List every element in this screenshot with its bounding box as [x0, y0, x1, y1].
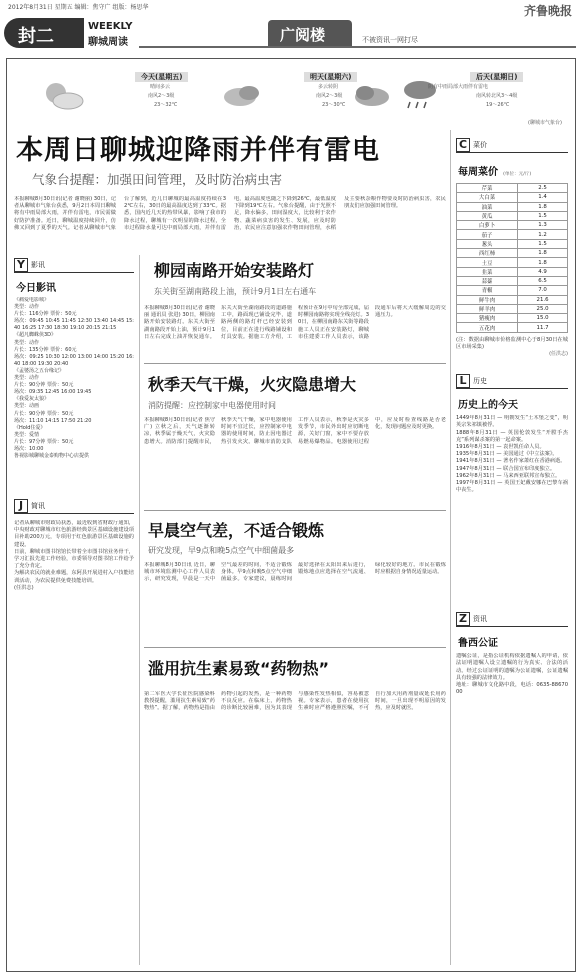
weather-desc: 晴间多云	[150, 84, 171, 90]
veg-author: (任洪志)	[549, 351, 568, 358]
weather-wind: 南风2～3级	[316, 93, 343, 99]
masthead	[4, 16, 576, 50]
weather-desc: 多云转阴	[318, 84, 339, 90]
brief-label: 简讯	[31, 502, 45, 510]
info-section-header	[456, 612, 568, 627]
veg-row	[457, 249, 568, 258]
veg-price: 1.8	[518, 258, 568, 267]
veg-price: 1.2	[518, 230, 568, 239]
info-body: 遗嘱公证，是指公证机构依据遗嘱人的申请，依法证明遗嘱人设立遗嘱的行为真实、合法的活动。经过公证证明的遗嘱为公证遗嘱，公证遗嘱具有较强的法律效力。 地址：聊城市文化路中段，电话：0635-8867000	[456, 653, 568, 696]
veg-price: 11.7	[518, 323, 568, 332]
history-title: 历史上的今天	[458, 400, 518, 412]
brief-section-header	[14, 499, 134, 514]
veg-row	[457, 184, 568, 193]
veg-unit: (单位：元/斤)	[503, 172, 532, 177]
history-section-header	[456, 374, 568, 389]
news-subhead: 东关街至湖南路段上油，预计9月1日左右通车	[154, 287, 317, 296]
page-title: 广阅楼	[280, 26, 326, 44]
history-label: 历史	[473, 377, 487, 386]
divider	[144, 363, 446, 364]
veg-row	[457, 323, 568, 332]
news-body: 本报聊城8月30日讯(记者 焦守广) 立秋之后，天气逐渐转凉，秋季属于燥天气，火灾隐患增大。消防部门提醒市民，秋季天气干燥，家中电器使用时间不宜过长，应控制家中电器的使用时间，防止因电器过热引发火灾。聊城市消防支队工作人员表示，秋季是火灾多发季节，市民外出时应切断电源，关好门窗，家中不要存放易燃易爆物品。电器使用过程中，应及时检查线路是否老化，发现问题应及时更换。	[144, 417, 446, 445]
section-label: 封二	[18, 26, 54, 47]
veg-price: 1.4	[518, 193, 568, 202]
news-body: 本报聊城8月30日讯 近日，聊城市环境监测中心工作人员表示，研究发现，早晨是一天中空气最差的时间，不适合锻炼身体。早9点和晚5点空气中细菌最多。专家建议，晨练时间最好选择在太阳出来后进行，锻炼地点应选择在空气流通、绿化较好的地方。市民在锻炼时应根据自身情况适量运动。	[144, 562, 446, 583]
veg-row	[457, 258, 568, 267]
divider	[144, 510, 446, 511]
veg-row	[457, 221, 568, 230]
veg-price: 7.0	[518, 286, 568, 295]
veg-price: 1.8	[518, 249, 568, 258]
veg-row	[457, 304, 568, 313]
film-tag: Y	[14, 258, 28, 272]
veg-title: 每周菜价	[458, 167, 498, 178]
veg-name: 西红柿	[457, 249, 518, 258]
veg-row	[457, 193, 568, 202]
veg-tag: C	[456, 138, 470, 152]
news-headline: 滥用抗生素易致“药物热”	[148, 659, 330, 678]
veg-row	[457, 286, 568, 295]
weather-today	[40, 72, 240, 118]
weather-tomorrow	[222, 72, 392, 118]
weather-temp: 23～30℃	[322, 102, 346, 108]
history-body: 1449年8月31日 — 明朝发生“土木堡之变”，明英宗朱祁镇被俘。 1888年8月31日 — 英国伦敦发生“开膛手杰克”系列谋杀案的第一起命案。 1916年8月31日 — 袁世凯任命人员。 1935年8月31日 — 美国通过《中立法案》。 1941年8月31日 — 著名作家萧红在香港病逝。 1947年8月31日 — 联合国宣布印度独立。 1962年8月31日 — 马来西亚联邦宣布独立。 1997年8月31日 — 英国王妃戴安娜在巴黎车祸中丧生。	[456, 415, 568, 494]
veg-price: 6.5	[518, 276, 568, 285]
news-subhead: 研究发现，早9点和晚5点空气中细菌最多	[148, 546, 295, 555]
veg-price: 25.0	[518, 304, 568, 313]
news-item	[144, 372, 446, 512]
weather-day-label: 今天(星期五)	[135, 72, 188, 82]
veg-name: 韭菜	[457, 267, 518, 276]
column-divider	[139, 255, 140, 965]
news-item	[144, 656, 446, 806]
divider	[144, 647, 446, 648]
news-item	[144, 518, 446, 658]
cloud-icon	[222, 82, 262, 108]
paper-logo: 齐鲁晚报	[523, 4, 572, 18]
veg-name: 鲜牛肉	[457, 295, 518, 304]
veg-name: 猪瘦肉	[457, 314, 518, 323]
brief-body: 记者从聊城市财政局获悉，最近收到省财政厅通知，中央财政对聊城市红色旅游经典景区基础设施建设项目补助200万元，专项用于红色旅游景区基础设施的建设。 日前，聊城市图书馆馆长带着全市图书馆业务骨干，学习汇报先进工作经验，市委领导对图书馆工作给予了充分肯定。 为解决农民的就业难题，东阿县开展进村入户技能培训活动，为农民提供免费技能培训。 (任洪志)	[14, 520, 134, 591]
news-body: 第二军医大学长征医院感染科教授提醒，滥用抗生素易致“药物热”。据了解，药物热是指由药物引起的发热，是一种药物不良反应。在临床上，药物热的诊断比较困难，因为其表现与感染性发热相似，容易被忽视。专家表示，患者在使用抗生素时应严格遵照医嘱，不可自行加大用药剂量或延长用药时间，一旦出现不明原因的发热，应及时就医。	[144, 691, 446, 712]
veg-note: (注：数据由聊城市价格监测中心于8月30日在城区市场采集)	[456, 336, 568, 350]
weather-dayafter	[392, 72, 570, 128]
info-tag: Z	[456, 612, 470, 626]
veg-label: 菜价	[473, 141, 487, 149]
veg-price: 21.6	[518, 295, 568, 304]
veg-name: 五花肉	[457, 323, 518, 332]
veg-name: 芹菜	[457, 184, 518, 193]
veg-price: 4.9	[518, 267, 568, 276]
veg-name: 蒜薹	[457, 276, 518, 285]
weather-wind: 南风2～3级	[148, 93, 175, 99]
weather-temp: 19～26℃	[486, 102, 510, 108]
veg-name: 茄子	[457, 230, 518, 239]
veg-row	[457, 230, 568, 239]
weather-desc: 阴有中雨局部大雨伴有雷电	[428, 84, 489, 90]
lead-headline: 本周日聊城迎降雨并伴有雷电	[16, 135, 380, 166]
veg-price: 2.5	[518, 184, 568, 193]
slogan: 不被资讯一网打尽	[362, 36, 418, 44]
weather-temp: 23～32℃	[154, 102, 178, 108]
lead-body: 本报聊城8月30日讯(记者 谢晓丽) 30日，记者从聊城市气象台获悉，9月2日本周日聊城将有中雨局部大雨，并伴有雷电，市民需做好防护准备。近日，聊城温度持续回升，仿佛又回到了夏季的天气。记者从聊城市气象台了解到，近几日聊城的最高温度持续在32℃左右，30日的最高温度达到了33℃。据悉，国内近几天的热带风暴，影响了我市的降水过程，聊城有一次明显的降水过程，全市过程降水量可达中雨局部大雨，并伴有雷电，最高温度也随之下降到26℃，最低温度下降到19℃左右。气象台提醒，由于光照不足，降水偏多，田间湿度大，比较利于农作物、蔬菜病虫害的发生、发展，应及时防治，农民应注意加强农作物田间管理，水稻及主要秋杂粮作物要及时防治病虫害，农民朋友们应加强田间管理。	[14, 196, 446, 231]
veg-name: 青椒	[457, 286, 518, 295]
veg-price: 1.3	[518, 221, 568, 230]
veg-row	[457, 211, 568, 220]
veg-row	[457, 239, 568, 248]
info-title: 鲁西公证	[458, 638, 498, 650]
veg-price: 1.8	[518, 202, 568, 211]
news-subhead: 消防提醒：应控制家中电器使用时间	[148, 401, 276, 410]
weather-day-label: 明天(星期六)	[304, 72, 357, 82]
rain-icon	[402, 78, 438, 110]
weather-wind: 南风转北风3～4级	[476, 93, 518, 99]
left-column	[14, 258, 134, 963]
film-label: 影讯	[31, 261, 45, 269]
veg-row	[457, 267, 568, 276]
veg-name: 白萝卜	[457, 221, 518, 230]
column-divider	[450, 130, 451, 965]
film-listings: 《痛爱电影城》 类型：动作 片长：116分钟 票价：50元 场次：09:45 10:45 11:45 12:30 13:40 14:45 15:40 16:25 17:30 18:30 19:10 20:15 21:15 《超凡蜘蛛侠3D》 类型：动作 片长：135分钟 票价：60元 场次：09:25 10:30 12:00 13:00 14:00 15:20 16:40 18:00 19:30 20:40 《孟婆汤之五台缘记》 类型：动作 片长：90分钟 票价：50元 场次：09:35 12:45 16:00 19:45 《我爱灰太狼》 类型：动画 片长：90分钟 票价：50元 场次：11:10 14:15 17:50 21:20 《Hold住爱》 类型：爱情 片长：97分钟 票价：50元 场次：10:00 鲁视影城聊城金泰购物中心店提供	[14, 297, 134, 460]
sun-cloud-icon	[40, 80, 84, 110]
veg-name: 黄瓜	[457, 211, 518, 220]
news-body: 本报聊城8月30日讯(记者 谢晓丽 通讯员 张进) 30日，柳园南路开始安装路灯。东关大街至湖南路段开始上油，预计9月1日左右完成上油并恢复通车。东关大街至湖南路段的道路施工中，路面现已铺设完毕，道路两侧的路灯杆已经安装到位，目前正在进行线路铺设和灯具安装。据施工方介绍，工程预计在9月中旬全部完成，届时柳园南路将实现全线亮灯。30日，在柳园南路东关街等路段施工人员正在安装路灯，聊城市住建委工作人员表示，该路段通车后将大大缓解周边的交通压力。	[144, 305, 446, 340]
brief-tag: J	[14, 499, 28, 513]
masthead-rule	[139, 46, 576, 48]
weather-source: (聊城市气象台)	[528, 120, 562, 126]
veg-row	[457, 202, 568, 211]
history-tag: L	[456, 374, 470, 388]
news-headline: 秋季天气干燥，火灾隐患增大	[148, 375, 357, 394]
veg-price: 1.5	[518, 211, 568, 220]
veg-name: 土豆	[457, 258, 518, 267]
cloud-icon	[352, 82, 392, 108]
brand-weekly: WEEKLY	[88, 21, 133, 32]
veg-name: 大白菜	[457, 193, 518, 202]
weather-day-label: 后天(星期日)	[470, 72, 523, 82]
veg-price: 1.5	[518, 239, 568, 248]
veg-name: 鲜羊肉	[457, 304, 518, 313]
film-title: 今日影讯	[16, 283, 56, 294]
veg-section-header	[456, 138, 568, 153]
veg-name: 葱头	[457, 239, 518, 248]
film-section-header	[14, 258, 134, 273]
top-meta: 2012年8月31日 星期五 编辑：焦守广 组版：杨思华	[8, 4, 149, 11]
news-headline: 柳园南路开始安装路灯	[154, 261, 315, 280]
veg-row	[457, 295, 568, 304]
lead-subhead: 气象台提醒：加强田间管理，及时防治病虫害	[32, 172, 283, 187]
veg-price: 15.0	[518, 314, 568, 323]
veg-title-row	[458, 160, 568, 179]
veg-name: 油菜	[457, 202, 518, 211]
brand-name: 聊城周读	[88, 37, 128, 48]
veg-price-table	[456, 183, 568, 333]
veg-row	[457, 314, 568, 323]
news-headline: 早晨空气差，不适合锻炼	[148, 521, 325, 540]
info-label: 资讯	[473, 615, 487, 624]
right-column	[456, 138, 568, 958]
veg-row	[457, 276, 568, 285]
